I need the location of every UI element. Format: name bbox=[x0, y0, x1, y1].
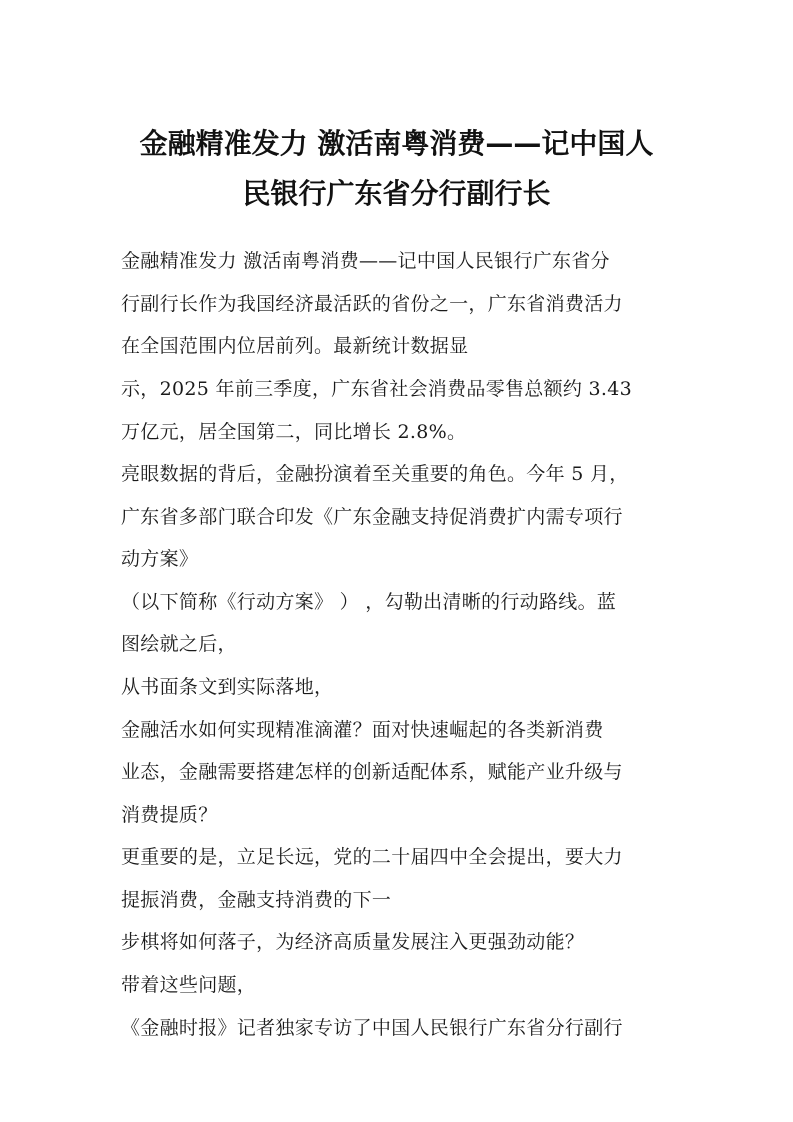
body-line-2: 行副行长作为我国经济最活跃的省份之一，广东省消费活力 bbox=[121, 293, 623, 315]
body-line-1: 金融精准发力 激活南粤消费——记中国人民银行广东省分 bbox=[121, 250, 610, 272]
body-line-19: 《金融时报》记者独家专访了中国人民银行广东省分行副行 bbox=[121, 1017, 623, 1039]
body-line-16: 提振消费，金融支持消费的下一 bbox=[121, 889, 392, 911]
document-title-line-1: 金融精准发力 激活南粤消费——记中国人 bbox=[139, 127, 654, 160]
body-line-3: 在全国范围内位居前列。最新统计数据显 bbox=[121, 335, 469, 357]
body-line-7: 广东省多部门联合印发《广东金融支持促消费扩内需专项行 bbox=[121, 506, 623, 528]
body-line-5: 万亿元，居全国第二，同比增长 2.8%。 bbox=[121, 421, 467, 443]
body-line-12: 金融活水如何实现精准滴灌？面对快速崛起的各类新消费 bbox=[121, 719, 604, 741]
body-line-13: 业态，金融需要搭建怎样的创新适配体系，赋能产业升级与 bbox=[121, 761, 623, 783]
body-line-10: 图绘就之后， bbox=[121, 633, 237, 655]
body-line-14: 消费提质？ bbox=[121, 804, 218, 826]
body-line-18: 带着这些问题， bbox=[121, 974, 257, 996]
body-line-11: 从书面条文到实际落地， bbox=[121, 676, 334, 698]
body-line-15: 更重要的是，立足长远，党的二十届四中全会提出，要大力 bbox=[121, 846, 623, 868]
body-line-4: 示，2025 年前三季度，广东省社会消费品零售总额约 3.43 bbox=[121, 378, 633, 400]
body-line-6: 亮眼数据的背后，金融扮演着至关重要的角色。今年 5 月， bbox=[121, 463, 629, 485]
body-line-9: （以下简称《行动方案》 ） ，勾勒出清晰的行动路线。蓝 bbox=[121, 591, 617, 613]
document-title-line-2: 民银行广东省分行副行长 bbox=[242, 177, 551, 210]
body-line-8: 动方案》 bbox=[121, 548, 199, 570]
body-line-17: 步棋将如何落子，为经济高质量发展注入更强劲动能？ bbox=[121, 931, 585, 953]
